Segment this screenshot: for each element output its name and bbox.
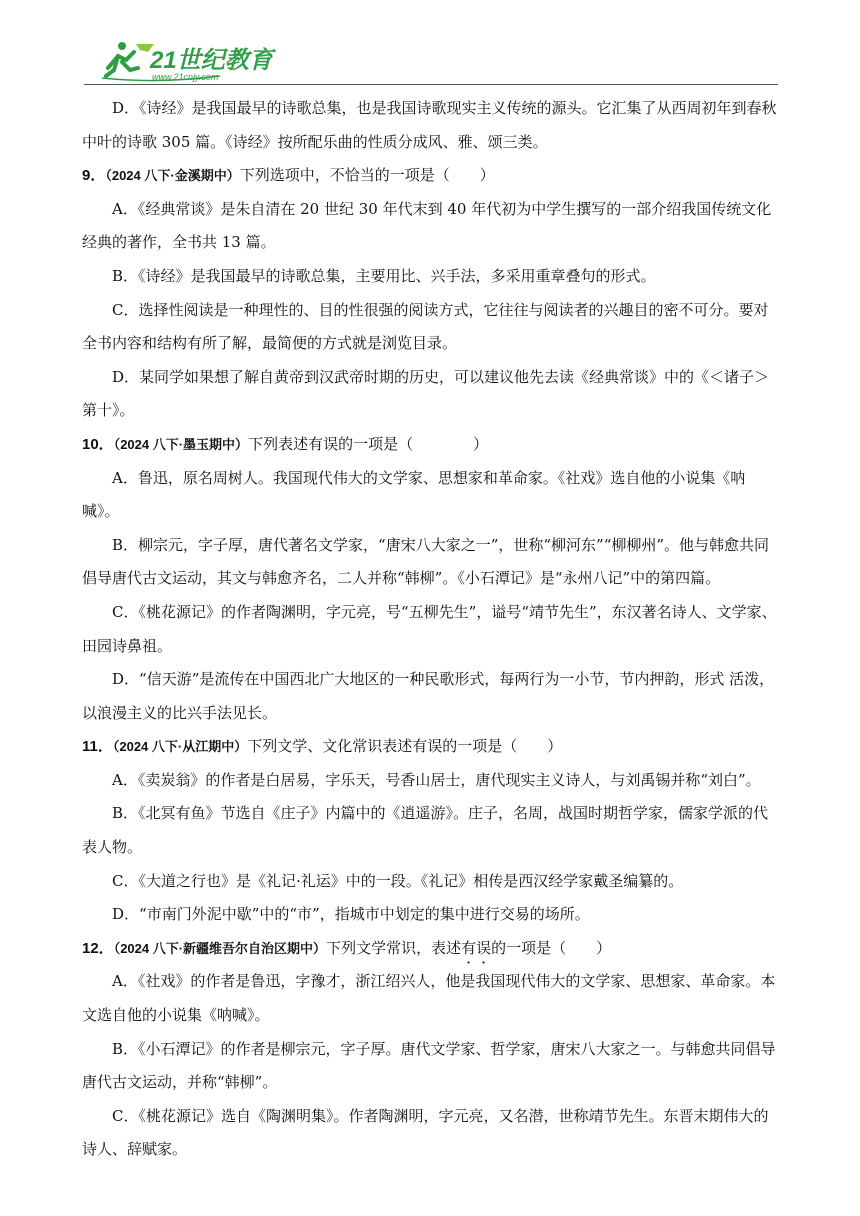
page-header xyxy=(0,0,860,90)
q11-option-b: B．《北冥有鱼》节选自《庄子》内篇中的《逍遥游》。庄子，名周，战国时期哲学家，儒家学派的代表人物。 xyxy=(82,804,769,857)
q10-stem: 10．（2024 八下·墨玉期中）下列表述有误的一项是（ ） xyxy=(82,434,489,453)
header-divider xyxy=(84,84,778,85)
q12-option-a: A．《社戏》的作者是鲁迅，字豫才，浙江绍兴人，他是我国现代伟大的文学家、思想家、革命家。本文选自他的小说集《呐喊》。 xyxy=(82,972,776,1025)
q12-stem: 12．（2024 八下·新疆维吾尔自治区期中）下列文学常识，表述有误的一项是（ ） xyxy=(82,938,612,957)
svg-text:www.21cnjy.com: www.21cnjy.com xyxy=(152,72,219,82)
q12-option-b: B．《小石潭记》的作者是柳宗元，字子厚。唐代文学家、哲学家，唐宋八大家之一。与韩愈共同倡导唐代古文运动，并称“韩柳”。 xyxy=(82,1039,776,1092)
emphasis-char: 误 xyxy=(476,938,492,957)
21cnjy-logo xyxy=(100,38,280,82)
q10-option-a: A．鲁迅，原名周树人。我国现代伟大的文学家、思想家和革命家。《社戏》选自他的小说集《呐 喊》。 xyxy=(82,468,761,521)
document-body xyxy=(82,92,782,1167)
q10-option-d: D．“信天游”是流传在中国西北广大地区的一种民歌形式，每两行为一小节，节内押韵，形式 活泼，以浪漫主义的比兴手法见长。 xyxy=(82,670,775,722)
q8-option-d: D．《诗经》是我国最早的诗歌总集，也是我国诗歌现实主义传统的源头。它汇集了从西周初年到春秋中叶的诗歌 305 篇。《诗经》按所配乐曲的性质分成风、雅、颂三类。 xyxy=(82,99,777,151)
q12-option-c: C．《桃花源记》选自《陶渊明集》。作者陶渊明，字元亮，又名潜，世称靖节先生。东晋末期伟大的诗人、辞赋家。 xyxy=(82,1106,769,1159)
q11-option-d: D．“市南门外泥中歇”中的“市”，指城市中划定的集中进行交易的场所。 xyxy=(112,905,590,924)
q11-stem: 11．（2024 八下·从江期中）下列文学、文化常识表述有误的一项是（ ） xyxy=(82,737,563,756)
running-figure-icon xyxy=(106,42,154,76)
q9-stem: 9．（2024 八下·金溪期中）下列选项中，不恰当的一项是（ ） xyxy=(82,166,495,185)
svg-text:21世纪教育: 21世纪教育 xyxy=(150,47,273,74)
q11-option-a: A．《卖炭翁》的作者是白居易，字乐天，号香山居士，唐代现实主义诗人，与刘禹锡并称“刘白”。 xyxy=(112,770,761,789)
q10-option-c: C．《桃花源记》的作者陶渊明，字元亮，号“五柳先生”，谥号“靖节先生”，东汉著名诗人、文学家、田园诗鼻祖。 xyxy=(82,602,777,655)
q10-option-b: B．柳宗元，字子厚，唐代著名文学家，“唐宋八大家之一”，世称“柳河东”“柳柳州”。他与韩愈共同倡导唐代古文运动，其文与韩愈齐名，二人并称“韩柳”。《小石潭记》是“永州八记”中的第四篇。 xyxy=(82,535,770,588)
q9-option-c: C．选择性阅读是一种理性的、目的性很强的阅读方式，它往往与阅读者的兴趣目的密不可分。要对全书内容和结构有所了解，最简便的方式就是浏览目录。 xyxy=(82,300,769,353)
q9-option-d: D．某同学如果想了解自黄帝到汉武帝时期的历史，可以建议他先去读《经典常谈》中的《＜诸子＞第十》。 xyxy=(82,367,770,420)
q11-option-c: C．《大道之行也》是《礼记·礼运》中的一段。《礼记》相传是西汉经学家戴圣编纂的。 xyxy=(112,871,684,890)
q9-option-a: A．《经典常谈》是朱自清在 20 世纪 30 年代末到 40 年代初为中学生撰写的一部介绍我国传统文化经典的著作，全书共 13 篇。 xyxy=(82,199,772,252)
emphasis-char: 有 xyxy=(461,938,477,957)
q9-option-b: B．《诗经》是我国最早的诗歌总集，主要用比、兴手法，多采用重章叠句的形式。 xyxy=(112,266,656,285)
